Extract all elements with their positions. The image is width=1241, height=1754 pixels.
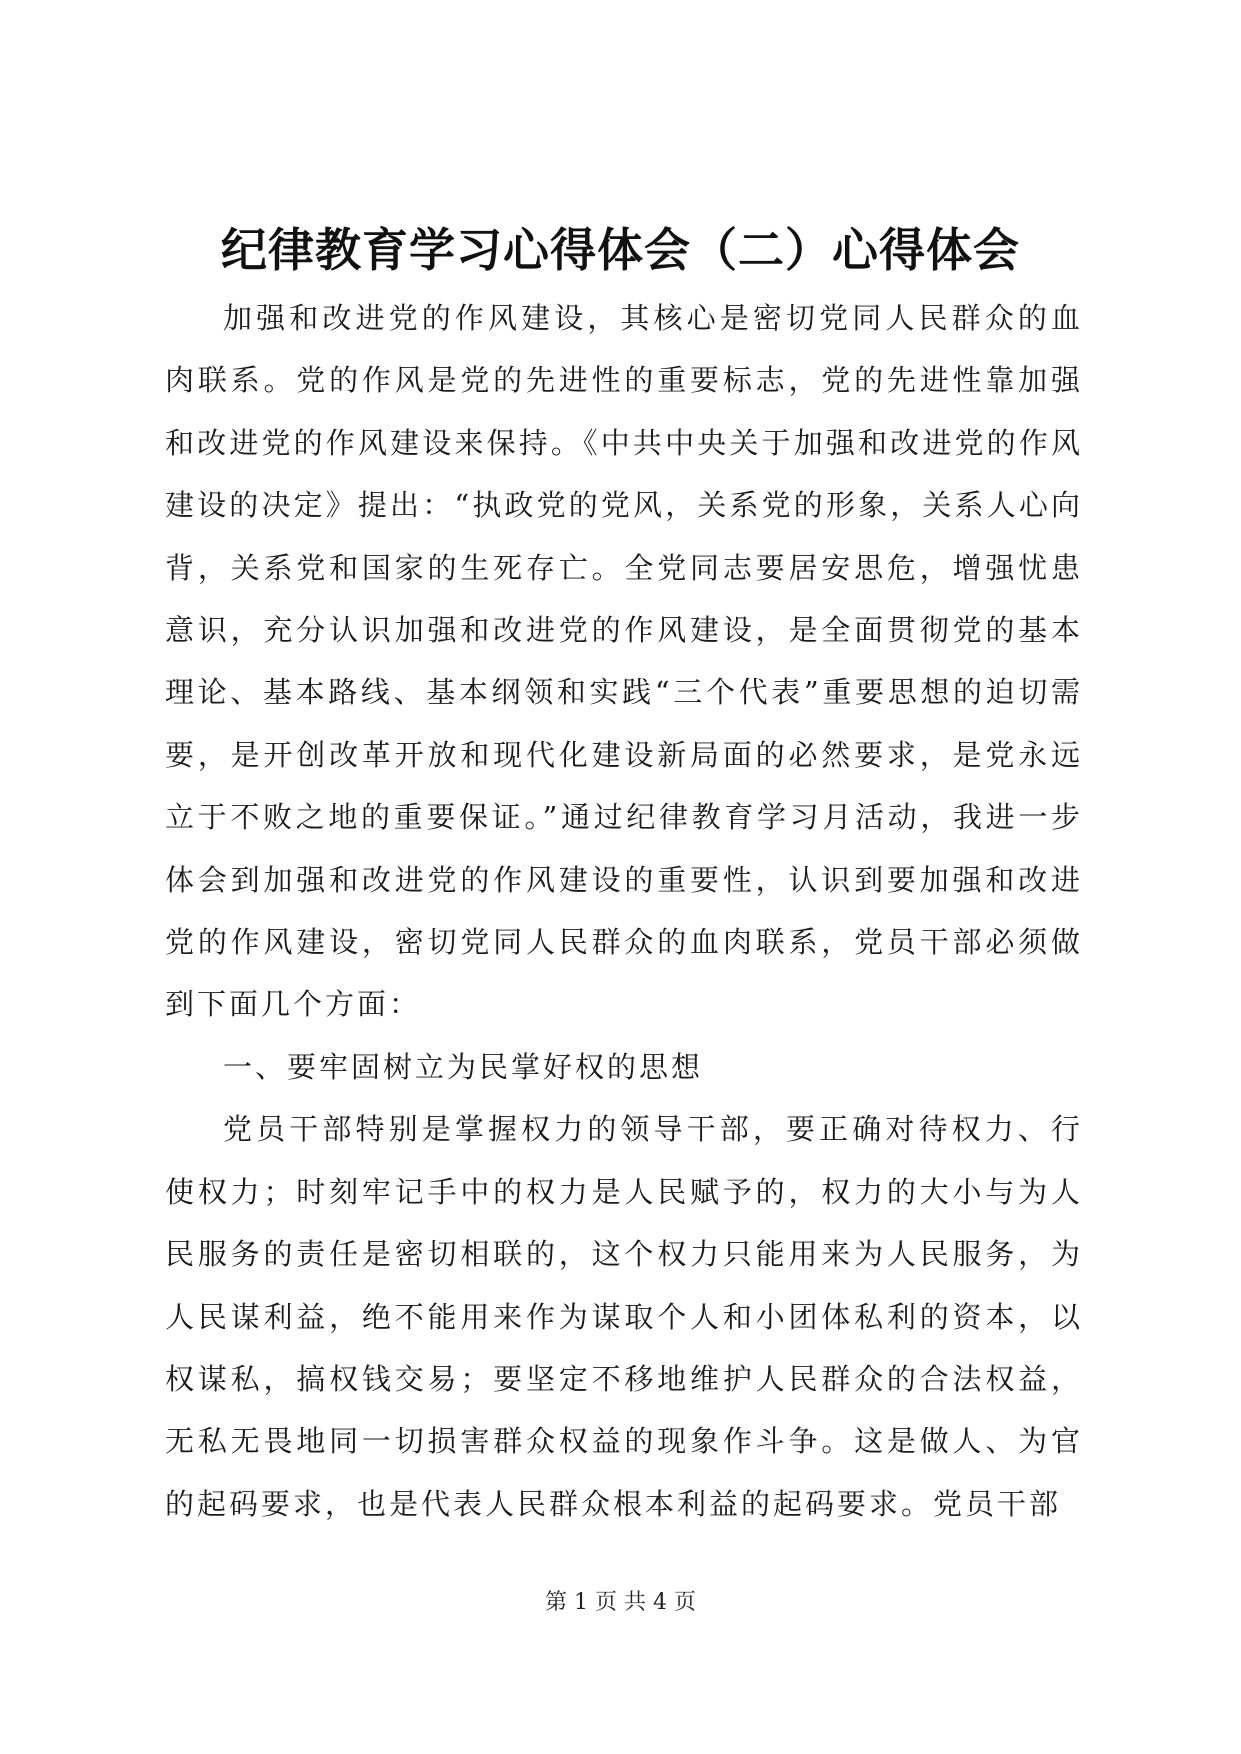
- page-footer: 第 1 页 共 4 页: [545, 1590, 696, 1615]
- section-heading-1: 一、要牢固树立为民掌好权的思想: [223, 1049, 704, 1084]
- paragraph-intro: 加强和改进党的作风建设，其核心是密切党同人民群众的血肉联系。党的作风是党的先进性的重要标志，党的先进性靠加强和改进党的作风建设来保持。《中共中央关于加强和改进党的作风建设的决定》提出：“执政党的党风，关系党的形象，关系人心向背，关系党和国家的生死存亡。全党同志要居安思危，增强忧患意识，充分认识加强和改进党的作风建设，是全面贯彻党的基本理论、基本路线、基本纲领和实践“三个代表”重要思想的迫切需要，是开创改革开放和现代化建设新局面的必然要求，是党永远立于不败之地的重要保证。”通过纪律教育学习月活动，我进一步体会到加强和改进党的作风建设的重要性，认识到要加强和改进党的作风建设，密切党同人民群众的血肉联系，党员干部必须做到下面几个方面：: [165, 301, 1083, 1022]
- document-body: [165, 287, 1083, 1535]
- paragraph-section-1: 党员干部特别是掌握权力的领导干部，要正确对待权力、行使权力；时刻牢记手中的权力是人民赋予的，权力的大小与为人民服务的责任是密切相联的，这个权力只能用来为人民服务，为人民谋利益，绝不能用来作为谋取个人和小团体私利的资本，以权谋私，搞权钱交易；要坚定不移地维护人民群众的合法权益，无私无畏地同一切损害群众权益的现象作斗争。这是做人、为官的起码要求，也是代表人民群众根本利益的起码要求。党员干部: [165, 1112, 1083, 1521]
- document-title: 纪律教育学习心得体会（二）心得体会: [221, 223, 1020, 277]
